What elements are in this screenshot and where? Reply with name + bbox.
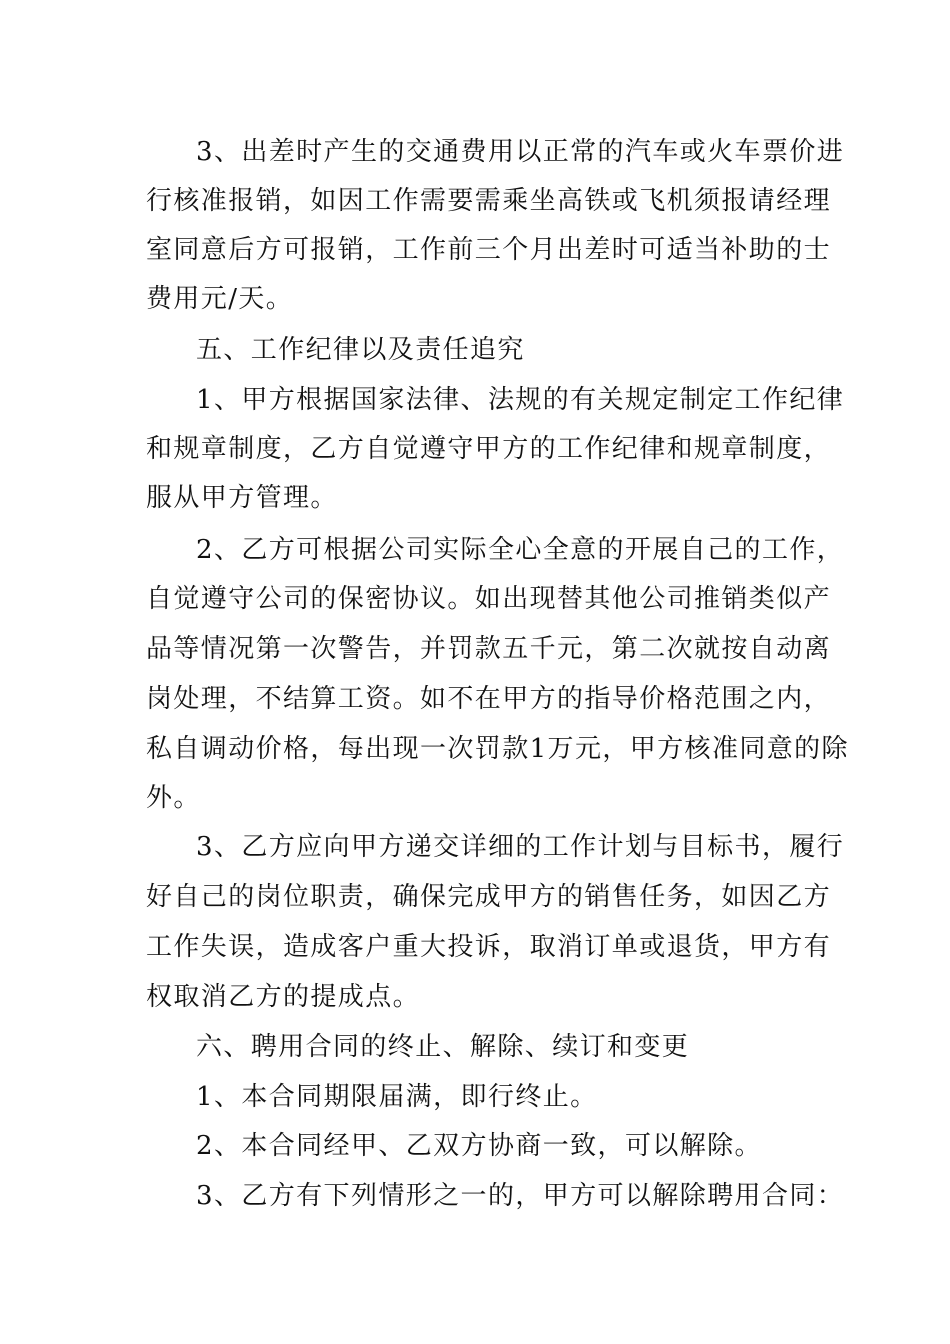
section-heading: 六、聘用合同的终止、解除、续订和变更 [196,1032,690,1062]
paragraph-line: 1、甲方根据国家法律、法规的有关规定制定工作纪律 [196,385,845,415]
paragraph-line: 好自己的岗位职责，确保完成甲方的销售任务，如因乙方 [146,882,832,912]
section-heading: 五、工作纪律以及责任追究 [196,335,525,365]
paragraph-line: 和规章制度，乙方自觉遵守甲方的工作纪律和规章制度， [146,434,832,464]
paragraph-line: 3、出差时产生的交通费用以正常的汽车或火车票价进 [196,137,845,167]
paragraph-line: 品等情况第一次警告，并罚款五千元，第二次就按自动离 [146,634,832,664]
paragraph-line: 室同意后方可报销，工作前三个月出差时可适当补助的士 [146,235,832,265]
paragraph-line: 自觉遵守公司的保密协议。如出现替其他公司推销类似产 [146,584,832,614]
paragraph-line: 权取消乙方的提成点。 [146,982,421,1012]
paragraph-line: 工作失误，造成客户重大投诉，取消订单或退货，甲方有 [146,932,832,962]
paragraph-line: 2、乙方可根据公司实际全心全意的开展自己的工作， [196,535,845,565]
paragraph-line: 私自调动价格，每出现一次罚款1万元，甲方核准同意的除 [146,734,849,764]
list-item: 1、本合同期限届满，即行终止。 [196,1082,598,1112]
paragraph-line: 3、乙方应向甲方递交详细的工作计划与目标书，履行 [196,832,845,862]
paragraph-line: 服从甲方管理。 [146,483,338,513]
paragraph-line: 费用元/天。 [146,284,294,314]
paragraph-line: 岗处理，不结算工资。如不在甲方的指导价格范围之内， [146,684,832,714]
paragraph-line: 外。 [146,783,201,813]
paragraph-line: 行核准报销，如因工作需要需乘坐高铁或飞机须报请经理 [146,186,832,216]
list-item: 3、乙方有下列情形之一的，甲方可以解除聘用合同： [196,1181,845,1211]
list-item: 2、本合同经甲、乙双方协商一致，可以解除。 [196,1131,762,1161]
